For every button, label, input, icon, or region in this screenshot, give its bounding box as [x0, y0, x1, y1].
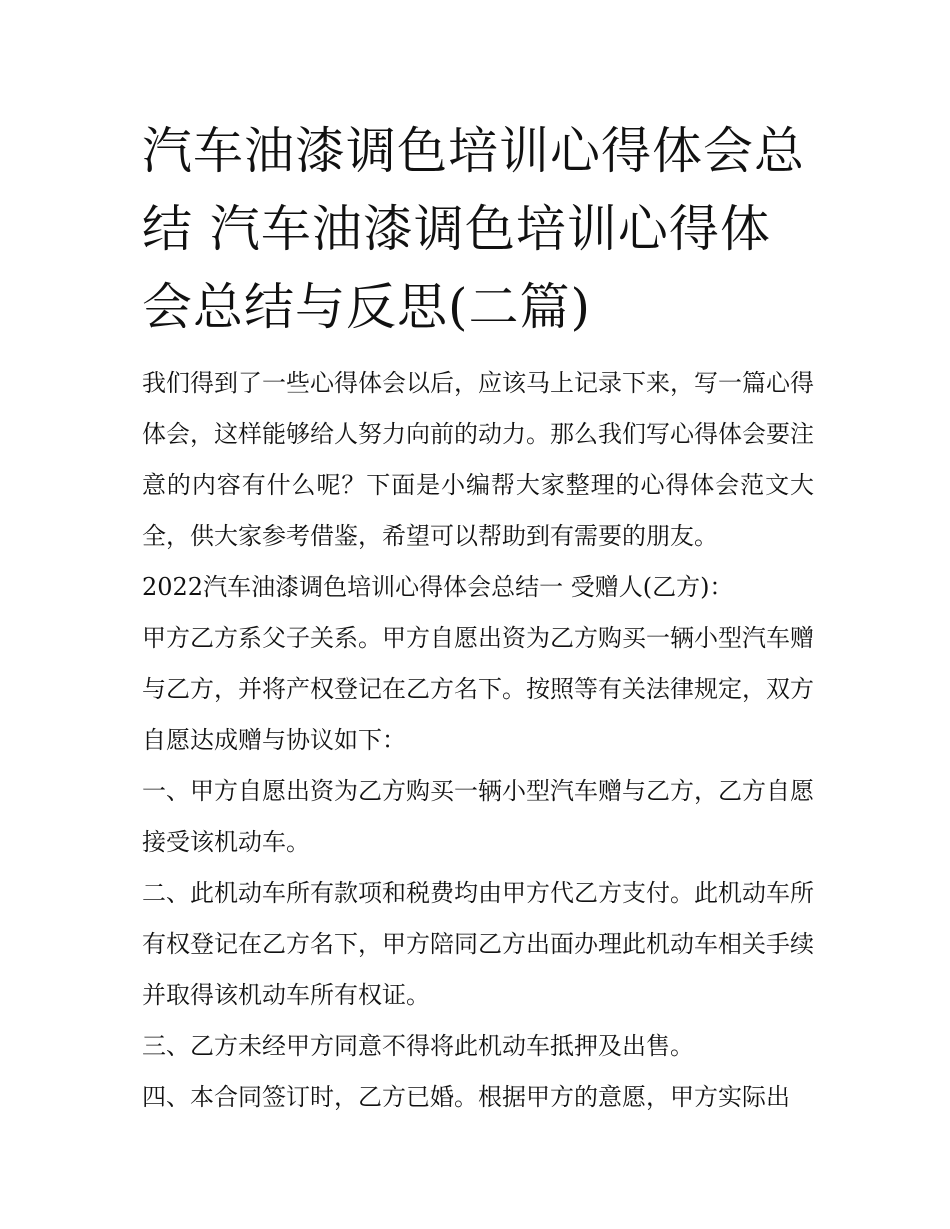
- clause-four: 四、本合同签订时，乙方已婚。根据甲方的意愿，甲方实际出: [142, 1083, 790, 1111]
- document-title: 汽车油漆调色培训心得体会总结 汽车油漆调色培训心得体会总结与反思(二篇): [142, 122, 805, 336]
- section-heading: 2022汽车油漆调色培训心得体会总结一 受赠人(乙方)：: [142, 573, 734, 601]
- clause-three: 三、乙方未经甲方同意不得将此机动车抵押及出售。: [142, 1032, 694, 1060]
- clause-two: 二、此机动车所有款项和税费均由甲方代乙方支付。此机动车所有权登记在乙方名下，甲方陪同乙方出面办理此机动车相关手续并取得该机动车所有权证。: [142, 879, 814, 1009]
- body-paragraph: 甲方乙方系父子关系。甲方自愿出资为乙方购买一辆小型汽车赠与乙方，并将产权登记在乙方名下。按照等有关法律规定，双方自愿达成赠与协议如下：: [142, 624, 814, 754]
- intro-paragraph: 我们得到了一些心得体会以后，应该马上记录下来，写一篇心得体会，这样能够给人努力向前的动力。那么我们写心得体会要注意的内容有什么呢？下面是小编帮大家整理的心得体会范文大全，供大家参考借鉴，希望可以帮助到有需要的朋友。: [142, 369, 814, 550]
- clause-one: 一、甲方自愿出资为乙方购买一辆小型汽车赠与乙方，乙方自愿接受该机动车。: [142, 777, 814, 856]
- document-page: [142, 112, 814, 1123]
